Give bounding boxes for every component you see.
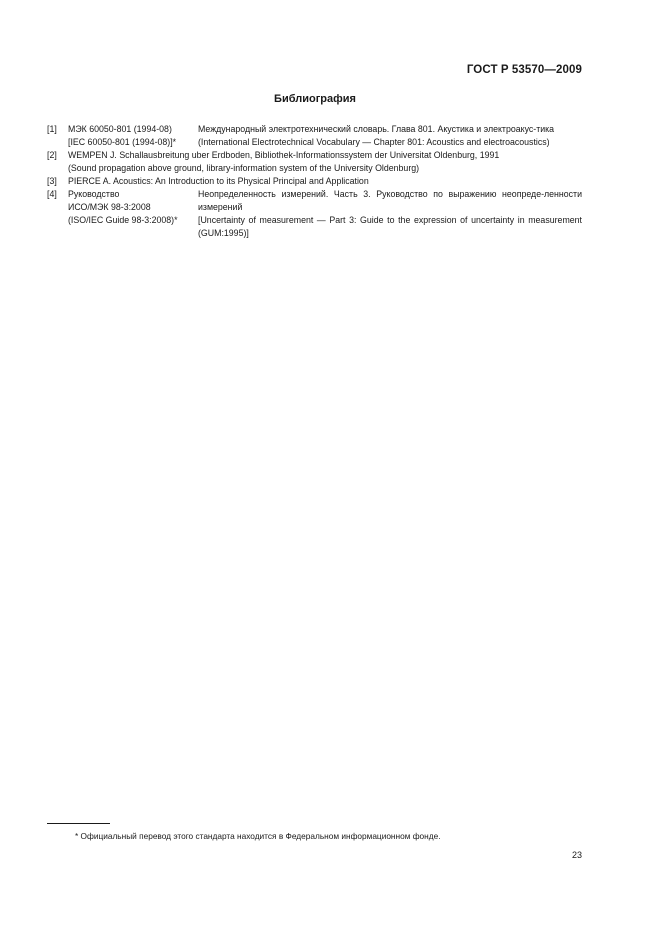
entry-number: [4] xyxy=(47,189,57,199)
bibliography-row xyxy=(47,123,582,136)
reference-designation: (ISO/IEC Guide 98-3:2008)* xyxy=(68,215,178,225)
bibliography-row xyxy=(47,214,582,240)
bibliography-entry xyxy=(47,188,582,240)
reference-line: (Sound propagation above ground, library-information system of the University Oldenburg) xyxy=(68,163,420,173)
bibliography-row xyxy=(47,175,582,188)
reference-title: Неопределенность измерений. Часть 3. Руководство по выражению неопреде-ленности измерений xyxy=(198,189,582,212)
bibliography-entry xyxy=(47,123,582,149)
bibliography-list xyxy=(47,123,582,240)
reference-title: (International Electrotechnical Vocabulary — Chapter 801: Acoustics and electroacoustics) xyxy=(198,137,550,147)
reference-designation: [IEC 60050-801 (1994-08)]* xyxy=(68,137,177,147)
reference-title: Международный электротехнический словарь. Глава 801. Акустика и электроакус-тика xyxy=(198,124,555,134)
bibliography-entry xyxy=(47,175,582,188)
footnote-divider xyxy=(47,823,110,824)
designation-line: Руководство xyxy=(68,189,120,199)
document-code: ГОСТ Р 53570—2009 xyxy=(466,64,582,76)
reference-line: WEMPEN J. Schallausbreitung uber Erdboden, Bibliothek-Informationssystem der Universitat Oldenburg, 1991 xyxy=(68,150,500,160)
bibliography-row xyxy=(47,136,582,149)
page-number: 23 xyxy=(571,850,582,860)
bibliography-row xyxy=(47,149,582,175)
footnote: * Официальный перевод этого стандарта находится в Федеральном информационном фонде. xyxy=(75,831,441,841)
designation-line: ИСО/МЭК 98-3:2008 xyxy=(68,202,151,212)
entry-number: [2] xyxy=(47,150,57,160)
entry-number: [3] xyxy=(47,176,57,186)
reference-designation: МЭК 60050-801 (1994-08) xyxy=(68,124,172,134)
bibliography-row xyxy=(47,188,582,214)
entry-number: [1] xyxy=(47,124,57,134)
reference-text: PIERCE A. Acoustics: An Introduction to its Physical Principal and Application xyxy=(68,176,369,186)
page-title: Библиография xyxy=(274,93,356,105)
reference-designation xyxy=(68,188,198,214)
reference-title: [Uncertainty of measurement — Part 3: Guide to the expression of uncertainty in measurement (GUM:1995)] xyxy=(198,215,582,238)
bibliography-entry xyxy=(47,149,582,175)
reference-text xyxy=(68,149,582,175)
